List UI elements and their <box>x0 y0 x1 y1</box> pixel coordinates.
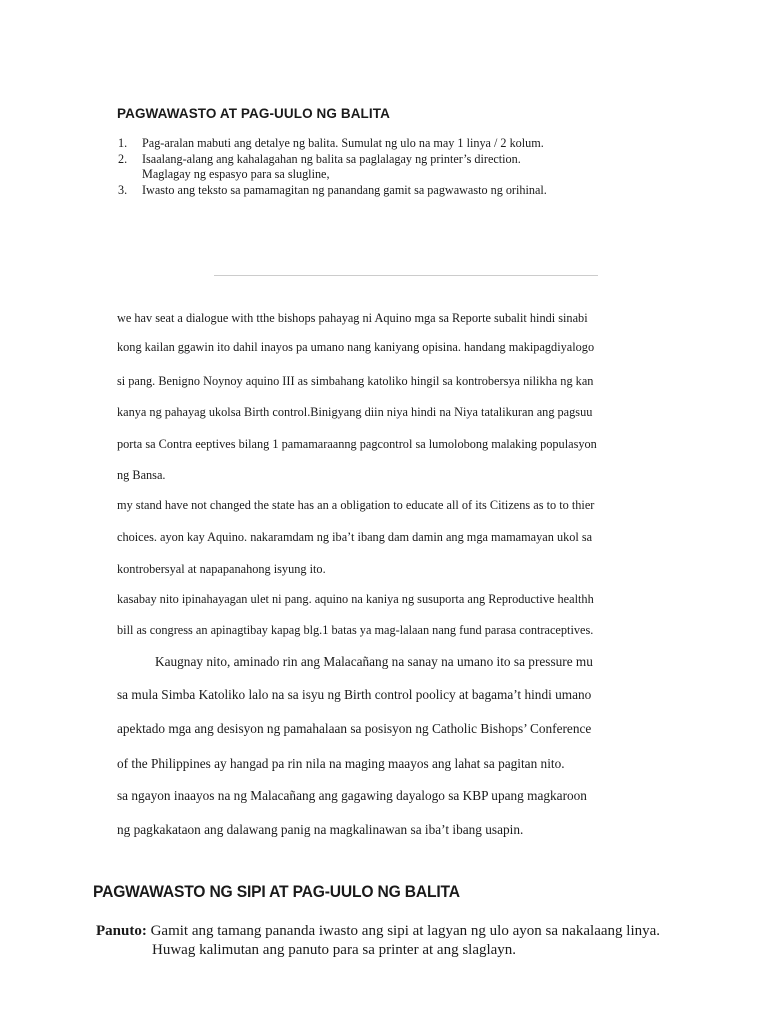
body-line: porta sa Contra eeptives bilang 1 pamamaraanng pagcontrol sa lumolobong malaking populasyon <box>117 437 597 451</box>
body-line: kong kailan ggawin ito dahil inayos pa umano nang kaniyang opisina. handang makipagdiyalogo <box>117 340 595 354</box>
body-line: bill as congress an apinagtibay kapag blg.1 batas ya mag-lalaan nang fund parasa contraceptives. <box>117 623 594 637</box>
body-line: kontrobersyal at napapanahong isyung ito. <box>117 562 326 576</box>
section-title: PAGWAWASTO AT PAG-UULO NG BALITA <box>117 106 390 121</box>
instruction-line <box>96 922 660 941</box>
list-item <box>118 152 638 168</box>
list-text: Iwasto ang teksto sa pamamagitan ng panandang gamit sa pagwawasto ng orihinal. <box>142 182 547 197</box>
exercise-title: PAGWAWASTO NG SIPI AT PAG-UULO NG BALITA <box>93 882 460 901</box>
instructions-list <box>118 136 638 198</box>
exercise-instructions <box>96 922 660 960</box>
list-text: Isaalang-alang ang kahalagahan ng balita sa paglalagay ng printer’s direction. <box>142 151 521 166</box>
body-line: sa mula Simba Katoliko lalo na sa isyu ng Birth control poolicy at bagama’t hindi umano <box>117 687 592 702</box>
list-item-continuation <box>118 167 638 183</box>
body-line: si pang. Benigno Noynoy aquino III as simbahang katoliko hingil sa kontrobersya nilikha ng kan <box>117 374 594 388</box>
body-line: kanya ng pahayag ukolsa Birth control.Binigyang diin niya hindi na Niya tatalikuran ang pagsuu <box>117 405 593 419</box>
body-line: my stand have not changed the state has an a obligation to educate all of its Citizens as to to thier <box>117 498 595 512</box>
body-line: we hav seat a dialogue with tthe bishops pahayag ni Aquino mga sa Reporte subalit hindi sinabi <box>117 311 588 325</box>
body-line: apektado mga ang desisyon ng pamahalaan sa posisyon ng Catholic Bishops’ Conference <box>117 721 592 736</box>
list-item <box>118 183 638 199</box>
instruction-text: Gamit ang tamang pananda iwasto ang sipi at lagyan ng ulo ayon sa nakalaang linya. <box>146 923 661 939</box>
list-number: 3. <box>118 182 128 197</box>
list-text: Maglagay ng espasyo para sa slugline, <box>142 167 330 181</box>
instruction-label: Panuto: <box>96 923 147 939</box>
body-line: of the Philippines ay hangad pa rin nila na maging maayos ang lahat sa pagitan nito. <box>117 756 565 771</box>
horizontal-divider <box>214 275 598 276</box>
body-line: ng Bansa. <box>117 468 166 482</box>
body-line: kasabay nito ipinahayagan ulet ni pang. aquino na kaniya ng susuporta ang Reproductive healthh <box>117 592 594 606</box>
body-line: Kaugnay nito, aminado rin ang Malacañang na sanay na umano ito sa pressure mu <box>155 654 593 669</box>
body-line: sa ngayon inaayos na ng Malacañang ang gagawing dayalogo sa KBP upang magkaroon <box>117 788 587 803</box>
instruction-line: Huwag kalimutan ang panuto para sa printer at ang slaglayn. <box>152 942 517 958</box>
list-number: 1. <box>118 136 128 150</box>
list-number: 2. <box>118 151 128 166</box>
list-item <box>118 136 638 152</box>
body-line: choices. ayon kay Aquino. nakaramdam ng iba’t ibang dam damin ang mga mamamayan ukol sa <box>117 530 593 544</box>
body-line: ng pagkakataon ang dalawang panig na magkalinawan sa iba’t ibang usapin. <box>117 822 524 837</box>
list-text: Pag-aralan mabuti ang detalye ng balita. Sumulat ng ulo na may 1 linya / 2 kolum. <box>142 136 544 150</box>
